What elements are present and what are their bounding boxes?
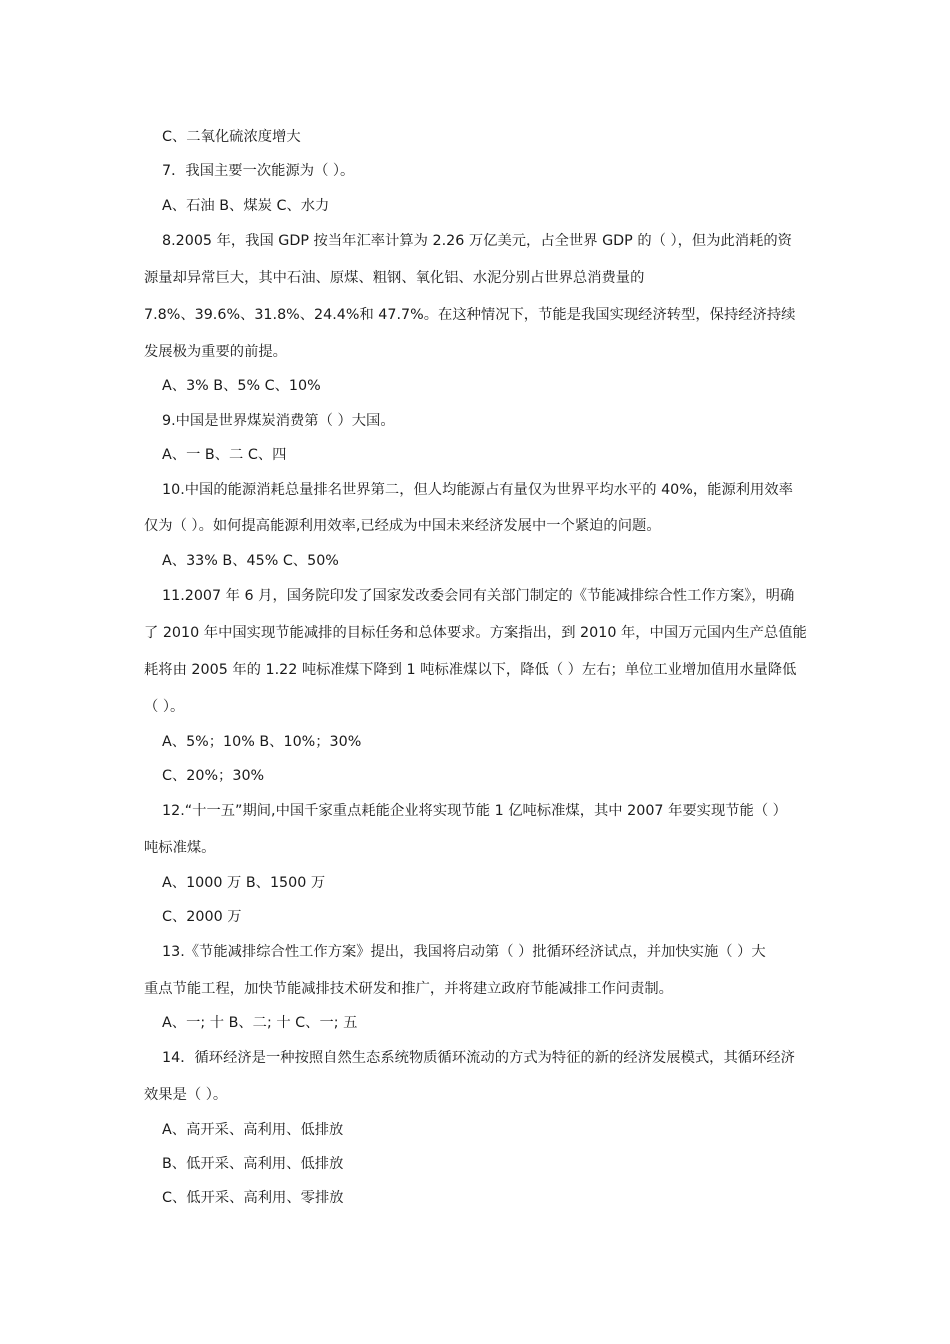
question-line: 14．循环经济是一种按照自然生态系统物质循环流动的方式为特征的新的经济发展模式，其循环经济	[162, 1050, 795, 1066]
question-line: 13.《节能减排综合性工作方案》提出，我国将启动第（ ）批循环经济试点，并加快实施（ ）大	[162, 944, 766, 960]
option-line: C、2000 万	[162, 909, 242, 925]
question-line: 9.中国是世界煤炭消费第（ ）大国。	[162, 413, 395, 429]
question-continuation: 重点节能工程，加快节能减排技术研发和推广，并将建立政府节能减排工作问责制。	[144, 981, 673, 997]
question-line: 12.“十一五”期间,中国千家重点耗能企业将实现节能 1 亿吨标准煤，其中 2007 年要实现节能（ ）	[162, 803, 787, 819]
question-line: 10.中国的能源消耗总量排名世界第二，但人均能源占有量仅为世界平均水平的 40%，能源利用效率	[162, 482, 793, 498]
option-line: A、3% B、5% C、10%	[162, 378, 321, 394]
question-continuation: 效果是（ ）。	[144, 1087, 228, 1103]
option-line: A、5%；10% B、10%；30%	[162, 734, 362, 750]
option-line: A、1000 万 B、1500 万	[162, 875, 326, 891]
option-line: A、一; 十 B、二; 十 C、一; 五	[162, 1015, 358, 1031]
question-continuation: 吨标准煤。	[144, 840, 216, 856]
option-line: A、33% B、45% C、50%	[162, 553, 339, 569]
question-continuation: （ ）。	[144, 699, 185, 715]
option-line: A、一 B、二 C、四	[162, 447, 287, 463]
question-continuation: 源量却异常巨大，其中石油、原煤、粗钢、氧化铝、水泥分别占世界总消费量的	[144, 270, 645, 286]
question-continuation: 发展极为重要的前提。	[144, 344, 287, 360]
option-line: A、石油 B、煤炭 C、水力	[162, 198, 330, 214]
question-continuation: 了 2010 年中国实现节能减排的目标任务和总体要求。方案指出，到 2010 年，中国万元国内生产总值能	[144, 625, 807, 641]
option-line: C、二氧化硫浓度增大	[162, 129, 301, 145]
question-line: 8.2005 年，我国 GDP 按当年汇率计算为 2.26 万亿美元，占全世界 GDP 的（ ），但为此消耗的资	[162, 233, 792, 249]
option-line: B、低开采、高利用、低排放	[162, 1156, 344, 1172]
option-line: C、20%；30%	[162, 768, 265, 784]
option-line: C、低开采、高利用、零排放	[162, 1190, 344, 1206]
option-line: A、高开采、高利用、低排放	[162, 1122, 344, 1138]
question-continuation: 耗将由 2005 年的 1.22 吨标准煤下降到 1 吨标准煤以下，降低（ ）左右；单位工业增加值用水量降低	[144, 662, 797, 678]
question-continuation: 仅为（ ）。如何提高能源利用效率,已经成为中国未来经济发展中一个紧迫的问题。	[144, 518, 661, 534]
question-line: 11.2007 年 6 月，国务院印发了国家发改委会同有关部门制定的《节能减排综合性工作方案》，明确	[162, 588, 795, 604]
question-line: 7．我国主要一次能源为（ ）。	[162, 163, 355, 179]
question-continuation: 7.8%、39.6%、31.8%、24.4%和 47.7%。在这种情况下，节能是我国实现经济转型，保持经济持续	[144, 307, 796, 323]
